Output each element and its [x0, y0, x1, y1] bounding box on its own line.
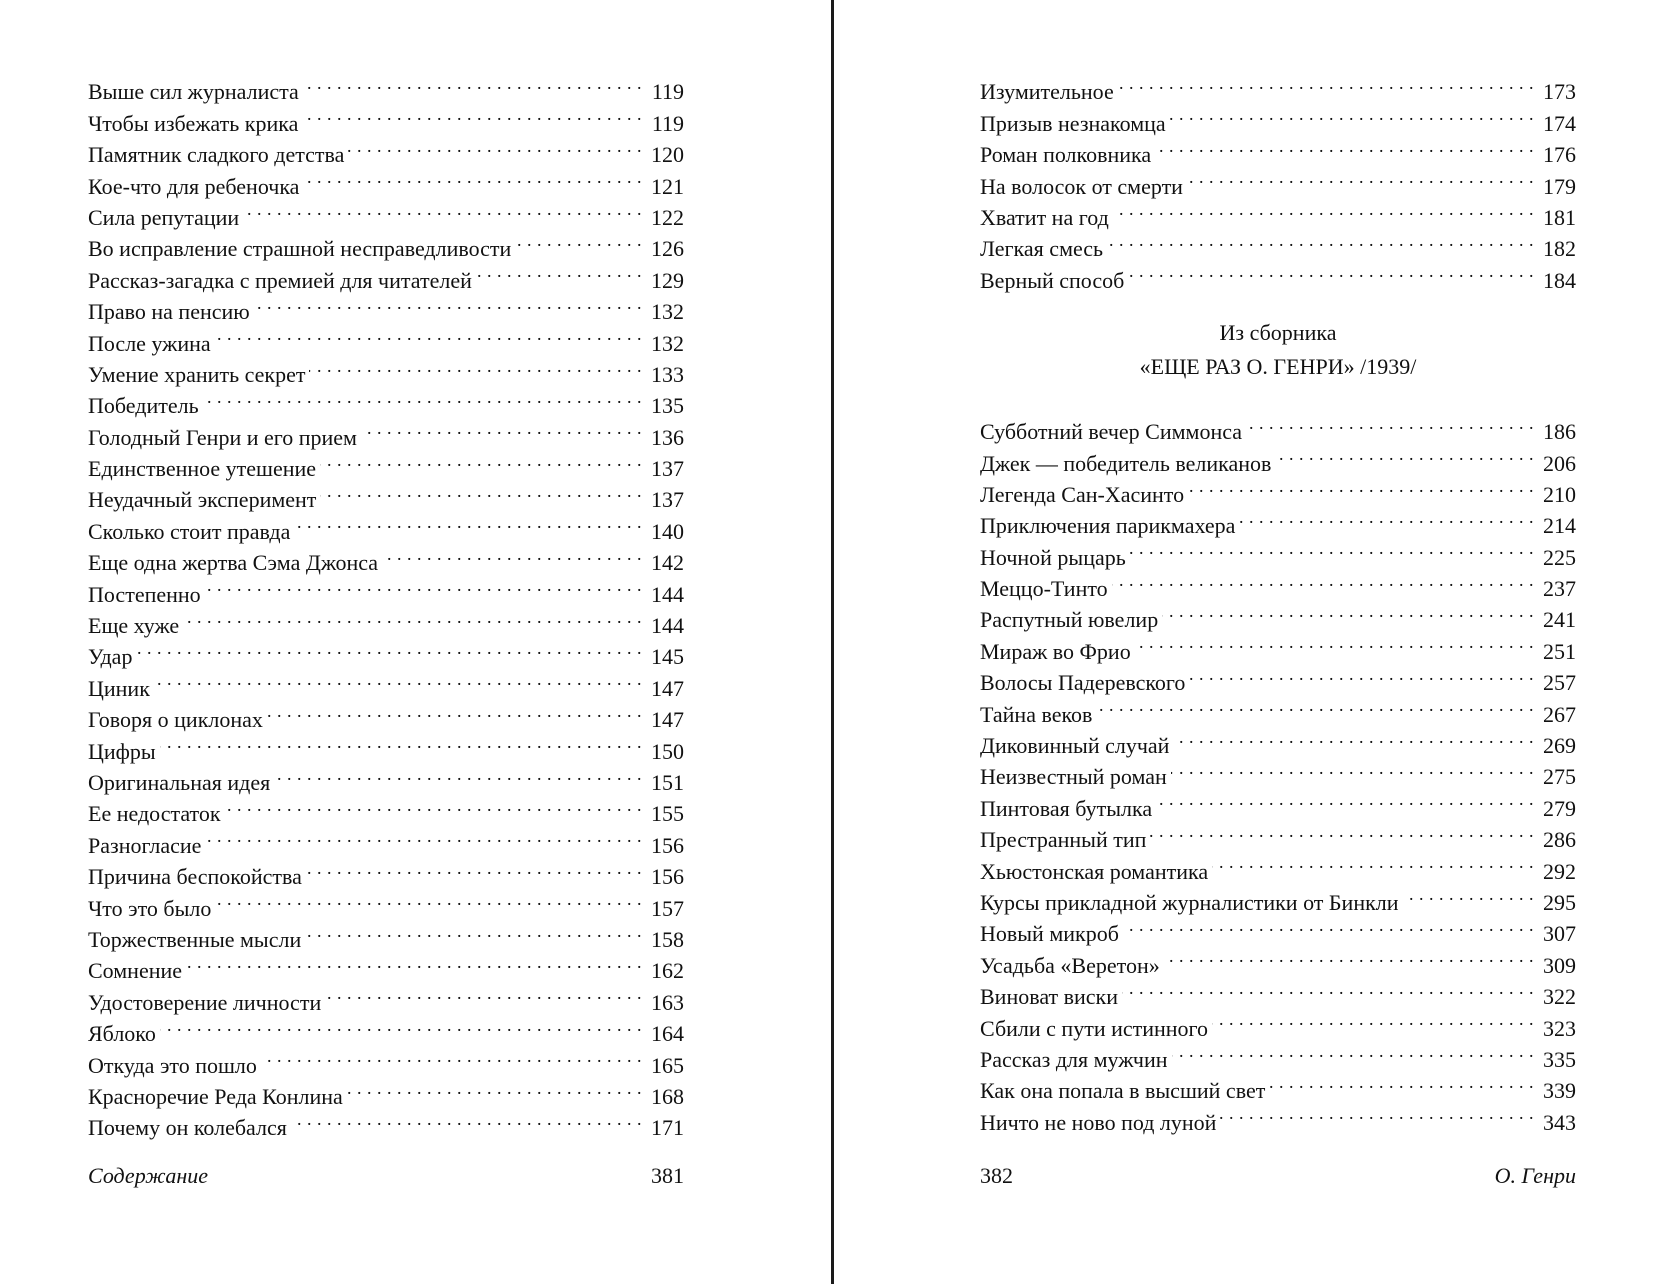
toc-entry-page: 267 [1543, 701, 1576, 727]
toc-entry-page: 162 [651, 958, 684, 984]
toc-entry-title: Удар [88, 644, 133, 670]
toc-entry [88, 727, 684, 764]
collection-heading-line1: Из сборника [1219, 319, 1337, 345]
dot-leader [1118, 68, 1534, 99]
dot-leader [1220, 1098, 1534, 1129]
toc-entry-page: 323 [1543, 1015, 1576, 1041]
toc-entry-title: Хьюстонская романтика [980, 858, 1209, 884]
toc-entry-title: Усадьба «Веретон» [980, 952, 1160, 978]
toc-entry-page: 163 [651, 989, 684, 1015]
toc-entry-page: 156 [651, 832, 684, 858]
dot-leader [267, 696, 642, 727]
toc-entry-page: 322 [1543, 984, 1576, 1010]
dot-leader [205, 821, 642, 852]
toc-entry-page: 168 [651, 1083, 684, 1109]
toc-entry-page: 129 [651, 267, 684, 293]
toc-entry [980, 408, 1576, 445]
toc-entry-title: Сомнение [88, 958, 183, 984]
toc-entry-page: 295 [1543, 889, 1576, 915]
toc-entry-title: Победитель [88, 393, 199, 419]
toc-entry-title: Еще одна жертва Сэма Джонса [88, 550, 379, 576]
toc-entry-title: Ее недостаток [88, 801, 221, 827]
toc-entry-page: 147 [651, 675, 684, 701]
running-head-section: Содержание [88, 1163, 209, 1188]
toc-entry-title: На волосок от смерти [980, 173, 1183, 199]
toc-entry-page: 210 [1543, 481, 1576, 507]
dot-leader [305, 916, 642, 947]
toc-entry-page: 257 [1543, 670, 1576, 696]
toc-entry-title: Оригинальная идея [88, 769, 271, 795]
toc-entry-title: Изумительное [980, 79, 1114, 105]
dot-leader [1171, 753, 1534, 784]
toc-entry-title: Ничто не ново под луной [980, 1109, 1217, 1135]
dot-leader [1189, 659, 1534, 690]
toc-entry [88, 68, 684, 105]
toc-entry-page: 132 [651, 330, 684, 356]
dot-leader [1096, 690, 1534, 721]
toc-entry-title: Пинтовая бутылка [980, 795, 1153, 821]
toc-entry-page: 120 [651, 142, 684, 168]
toc-entry-page: 151 [651, 769, 684, 795]
toc-entry-title: Торжественные мысли [88, 926, 302, 952]
toc-entry-page: 122 [651, 204, 684, 230]
dot-leader [261, 1041, 642, 1072]
toc-entry-page: 241 [1543, 607, 1576, 633]
toc-entry-title: Джек — победитель великанов [980, 450, 1272, 476]
dot-leader [320, 445, 642, 476]
toc-entry-page: 155 [651, 801, 684, 827]
toc-entry-title: Как она попала в высший свет [980, 1078, 1266, 1104]
toc-entry-page: 119 [651, 110, 684, 136]
toc-entry-title: Субботний вечер Симмонса [980, 419, 1243, 445]
dot-leader [254, 288, 642, 319]
toc-entry-title: Хватит на год [980, 204, 1109, 230]
toc-entry-page: 176 [1543, 142, 1576, 168]
dot-leader [1187, 162, 1534, 193]
dot-leader [1212, 847, 1534, 878]
toc-entry-title: Распутный ювелир [980, 607, 1159, 633]
toc-entry-page: 137 [651, 487, 684, 513]
toc-entry-title: Цифры [88, 738, 156, 764]
toc-entry-title: После ужина [88, 330, 211, 356]
toc-entry [88, 664, 684, 701]
toc-entry-title: Памятник сладкого детства [88, 142, 345, 168]
dot-leader [215, 319, 642, 350]
dot-leader [291, 1104, 642, 1135]
toc-entry-page: 164 [651, 1021, 684, 1047]
toc-entry-page: 339 [1543, 1078, 1576, 1104]
toc-entry-title: Право на пенсию [88, 299, 250, 325]
toc-entry-title: Роман полковника [980, 142, 1152, 168]
toc-entry-page: 275 [1543, 764, 1576, 790]
page-number: 381 [651, 1163, 684, 1188]
toc-list-right-bottom [980, 408, 1576, 1135]
toc-entry-title: Еще хуже [88, 613, 180, 639]
toc-entry-page: 214 [1543, 513, 1576, 539]
toc-entry [88, 1010, 684, 1047]
toc-entry-title: Сбили с пути истинного [980, 1015, 1209, 1041]
toc-entry-title: Новый микроб [980, 921, 1119, 947]
dot-leader [203, 382, 642, 413]
toc-entry-page: 119 [651, 79, 684, 105]
dot-leader [1113, 194, 1534, 225]
dot-leader [303, 68, 642, 99]
toc-entry-page: 181 [1543, 204, 1576, 230]
dot-leader [1156, 784, 1534, 815]
dot-leader [294, 507, 642, 538]
dot-leader [515, 225, 642, 256]
toc-right [980, 68, 1576, 1135]
dot-leader [1275, 439, 1534, 470]
toc-entry-title: Меццо-Тинто [980, 576, 1108, 602]
toc-entry-title: Курсы прикладной журналистики от Бинкли [980, 889, 1399, 915]
dot-leader [382, 539, 642, 570]
toc-entry-title: Кое-что для ребеночка [88, 173, 300, 199]
toc-entry-page: 343 [1543, 1109, 1576, 1135]
toc-entry-title: Ночной рыцарь [980, 544, 1126, 570]
toc-entry [980, 68, 1576, 105]
toc-entry-title: Легкая смесь [980, 236, 1104, 262]
running-head-author: О. Генри [1494, 1163, 1576, 1188]
toc-entry-title: Сила репутации [88, 204, 240, 230]
toc-entry-title: Красноречие Реда Конлина [88, 1083, 343, 1109]
toc-entry-title: Циник [88, 675, 150, 701]
toc-entry-page: 179 [1543, 173, 1576, 199]
right-page [980, 0, 1576, 1284]
dot-leader [476, 256, 642, 287]
toc-entry-page: 144 [651, 581, 684, 607]
dot-leader [1128, 256, 1534, 287]
toc-entry-title: Постепенно [88, 581, 201, 607]
dot-leader [1173, 722, 1534, 753]
dot-leader [136, 633, 642, 664]
toc-entry-page: 184 [1543, 267, 1576, 293]
toc-entry-title: Удостоверение личности [88, 989, 322, 1015]
toc-entry-page: 147 [651, 707, 684, 733]
dot-leader [361, 413, 642, 444]
dot-leader [325, 978, 642, 1009]
toc-entry-page: 150 [651, 738, 684, 764]
toc-entry-page: 136 [651, 424, 684, 450]
toc-entry-page: 144 [651, 613, 684, 639]
dot-leader [302, 99, 642, 130]
dot-leader [186, 947, 642, 978]
toc-entry-title: Чтобы избежать крика [88, 110, 299, 136]
toc-entry-page: 158 [651, 926, 684, 952]
toc-entry-title: Призыв незнакомца [980, 110, 1166, 136]
toc-entry-title: Неудачный эксперимент [88, 487, 317, 513]
toc-entry-title: Почему он колебался [88, 1115, 287, 1141]
toc-entry-page: 182 [1543, 236, 1576, 262]
toc-list-right-top [980, 68, 1576, 293]
toc-entry-page: 307 [1543, 921, 1576, 947]
right-page-footer [980, 1163, 1576, 1189]
toc-entry-page: 237 [1543, 576, 1576, 602]
toc-entry-page: 157 [651, 895, 684, 921]
dot-leader [1212, 1004, 1534, 1035]
toc-entry-title: Приключения парикмахера [980, 513, 1236, 539]
dot-leader [154, 664, 642, 695]
toc-entry-title: Диковинный случай [980, 733, 1170, 759]
dot-leader [1107, 225, 1534, 256]
toc-entry-title: Рассказ-загадка с премией для читателей [88, 267, 472, 293]
dot-leader [348, 131, 642, 162]
dot-leader [320, 476, 642, 507]
dot-leader [1172, 1036, 1534, 1067]
toc-entry [88, 759, 684, 795]
toc-list-left [88, 68, 684, 1141]
dot-leader [1162, 596, 1534, 627]
dot-leader [1188, 471, 1534, 502]
dot-leader [243, 194, 642, 225]
toc-entry-page: 132 [651, 299, 684, 325]
dot-leader [215, 884, 642, 915]
toc-entry-page: 286 [1543, 827, 1576, 853]
dot-leader [309, 351, 642, 382]
toc-entry-page: 145 [651, 644, 684, 670]
page-number: 382 [980, 1163, 1013, 1188]
dot-leader [1150, 816, 1534, 847]
toc-entry-page: 156 [651, 864, 684, 890]
toc-entry-page: 135 [651, 393, 684, 419]
dot-leader [1403, 879, 1534, 910]
toc-entry-page: 335 [1543, 1046, 1576, 1072]
dot-leader [160, 1010, 642, 1041]
dot-leader [1246, 408, 1534, 439]
book-spine-gutter [831, 0, 834, 1284]
toc-entry-page: 173 [1543, 79, 1576, 105]
collection-heading [980, 316, 1576, 384]
dot-leader [225, 790, 642, 821]
collection-heading-line2: «ЕЩЕ РАЗ О. ГЕНРИ» /1939/ [1139, 353, 1417, 379]
dot-leader [1170, 99, 1534, 130]
toc-entry-page: 171 [651, 1115, 684, 1141]
toc-entry-title: Что это было [88, 895, 212, 921]
dot-leader [303, 162, 642, 193]
toc-entry-title: Рассказ для мужчин [980, 1046, 1168, 1072]
dot-leader [205, 570, 642, 601]
toc-entry-page: 165 [651, 1052, 684, 1078]
toc-entry-title: Причина беспокойства [88, 864, 302, 890]
toc-entry-page: 140 [651, 518, 684, 544]
dot-leader [1155, 131, 1534, 162]
toc-entry-title: Тайна веков [980, 701, 1093, 727]
dot-leader [1122, 973, 1534, 1004]
toc-entry-page: 174 [1543, 110, 1576, 136]
toc-entry-page: 137 [651, 456, 684, 482]
toc-entry-title: Говоря о циклонах [88, 707, 263, 733]
toc-entry-title: Волосы Падеревского [980, 670, 1186, 696]
toc-entry-page: 309 [1543, 952, 1576, 978]
toc-entry-title: Яблоко [88, 1021, 156, 1047]
dot-leader [1239, 502, 1534, 533]
toc-entry-title: Сколько стоит правда [88, 518, 291, 544]
toc-entry-page: 279 [1543, 795, 1576, 821]
toc-entry-page: 269 [1543, 733, 1576, 759]
toc-entry [88, 633, 684, 670]
dot-leader [183, 602, 642, 633]
left-page [88, 0, 684, 1284]
toc-entry-page: 251 [1543, 638, 1576, 664]
toc-entry-title: Мираж во Фрио [980, 638, 1131, 664]
dot-leader [306, 853, 642, 884]
toc-entry-page: 292 [1543, 858, 1576, 884]
dot-leader [160, 727, 642, 758]
toc-entry-page: 126 [651, 236, 684, 262]
dot-leader [1112, 565, 1534, 596]
toc-entry-title: Верный способ [980, 267, 1125, 293]
toc-entry-page: 133 [651, 361, 684, 387]
toc-entry-title: Голодный Генри и его прием [88, 424, 357, 450]
toc-entry-page: 206 [1543, 450, 1576, 476]
toc-entry-title: Виноват виски [980, 984, 1119, 1010]
toc-entry-title: Умение хранить секрет [88, 361, 306, 387]
toc-entry-title: Во исправление страшной несправедливости [88, 236, 512, 262]
left-page-footer [88, 1163, 684, 1189]
toc-entry-page: 121 [651, 173, 684, 199]
toc-entry-title: Разногласие [88, 832, 202, 858]
dot-leader [1269, 1067, 1534, 1098]
toc-entry-title: Неизвестный роман [980, 764, 1167, 790]
toc-entry-title: Откуда это пошло [88, 1052, 257, 1078]
toc-entry-page: 186 [1543, 419, 1576, 445]
dot-leader [1135, 627, 1534, 658]
toc-entry-title: Выше сил журналиста [88, 79, 299, 105]
toc-entry-page: 142 [651, 550, 684, 576]
toc-entry [88, 696, 684, 733]
toc-entry-title: Единственное утешение [88, 456, 317, 482]
dot-leader [1123, 910, 1534, 941]
toc-entry-title: Легенда Сан-Хасинто [980, 481, 1185, 507]
toc-entry-title: Престранный тип [980, 827, 1147, 853]
toc-entry-page: 225 [1543, 544, 1576, 570]
toc-entry [88, 1041, 684, 1078]
dot-leader [347, 1073, 642, 1104]
dot-leader [274, 759, 642, 790]
dot-leader [1164, 941, 1534, 972]
dot-leader [1130, 533, 1534, 564]
